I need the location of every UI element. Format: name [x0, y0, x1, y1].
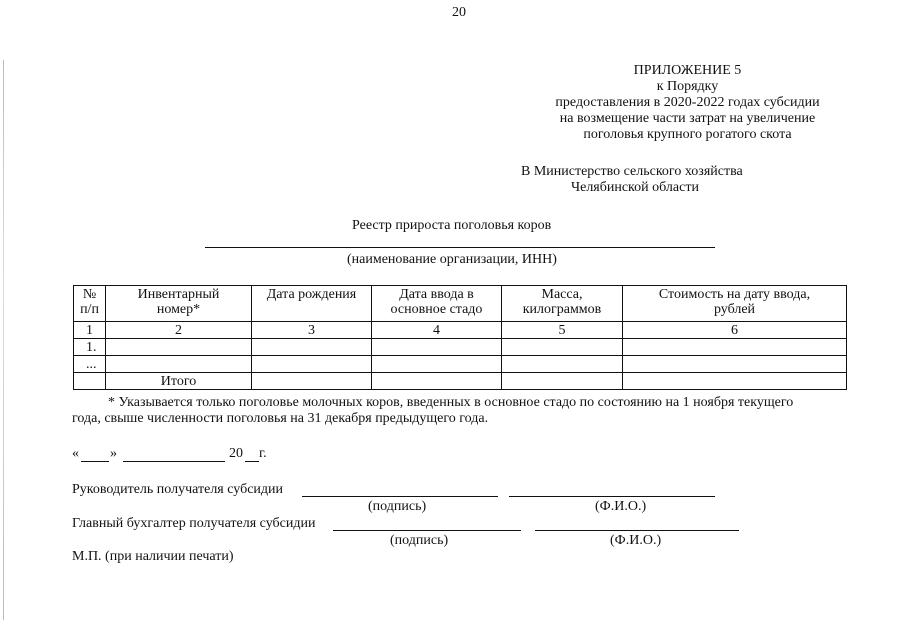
table-cell	[623, 339, 847, 356]
footnote-line-2: года, свыше численности поголовья на 31 декабря предыдущего года.	[72, 411, 489, 426]
head-signature-label: Руководитель получателя субсидии	[72, 482, 284, 497]
col-header-birth-date: Дата рождения	[252, 286, 372, 322]
col-header-cost: Стоимость на дату ввода, рублей	[623, 286, 847, 322]
stamp-note: М.П. (при наличии печати)	[72, 549, 234, 564]
col-header-entry-date: Дата ввода в основное стадо	[372, 286, 502, 322]
table-total-row	[74, 373, 847, 390]
table-cell	[252, 339, 372, 356]
organization-caption: (наименование организации, ИНН)	[347, 252, 557, 267]
day-blank-line	[81, 461, 109, 462]
appendix-line-1: к Порядку	[656, 79, 719, 94]
accountant-signature-caption: (подпись)	[390, 533, 449, 548]
table-row	[74, 339, 847, 356]
table-cell: ...	[74, 356, 106, 373]
col-header-mass: Масса, килограммов	[502, 286, 623, 322]
head-signature-caption: (подпись)	[368, 499, 427, 514]
table-cell	[372, 356, 502, 373]
registry-title: Реестр прироста поголовья коров	[352, 218, 552, 233]
appendix-line-3: на возмещение части затрат на увеличение	[559, 111, 816, 126]
organization-name-line	[205, 247, 715, 248]
head-name-caption: (Ф.И.О.)	[595, 499, 647, 514]
accountant-name-line	[535, 530, 739, 531]
appendix-line-4: поголовья крупного рогатого скота	[583, 127, 792, 142]
footnote-line-1: * Указывается только поголовье молочных коров, введенных в основное стадо по состоянию на 1 ноября текущего	[108, 395, 794, 410]
table-cell	[252, 373, 372, 390]
table-cell	[623, 373, 847, 390]
accountant-signature-line	[333, 530, 521, 531]
table-cell: 2	[106, 322, 252, 339]
table-cell: 1	[74, 322, 106, 339]
year-prefix: 20	[229, 446, 243, 461]
registry-table	[73, 285, 847, 390]
accountant-name-caption: (Ф.И.О.)	[610, 533, 662, 548]
table-cell: 6	[623, 322, 847, 339]
addressee-line-2: Челябинской области	[571, 180, 699, 195]
appendix-line-2: предоставления в 2020-2022 годах субсидии	[555, 95, 820, 110]
table-cell	[372, 373, 502, 390]
table-cell	[502, 373, 623, 390]
year-blank-line	[245, 461, 259, 462]
table-cell: 1.	[74, 339, 106, 356]
table-number-row	[74, 322, 847, 339]
head-signature-line	[302, 496, 498, 497]
total-label: Итого	[106, 373, 252, 390]
table-row	[74, 356, 847, 373]
date-quote-open: «	[72, 446, 79, 461]
table-cell	[502, 356, 623, 373]
month-blank-line	[123, 461, 225, 462]
table-cell: 3	[252, 322, 372, 339]
head-name-line	[509, 496, 715, 497]
table-cell: 5	[502, 322, 623, 339]
table-cell	[74, 373, 106, 390]
table-cell	[372, 339, 502, 356]
table-cell: 4	[372, 322, 502, 339]
addressee-line-1: В Министерство сельского хозяйства	[521, 164, 743, 179]
col-header-inventory: Инвентарный номер*	[106, 286, 252, 322]
appendix-title: ПРИЛОЖЕНИЕ 5	[633, 63, 742, 78]
accountant-signature-label: Главный бухгалтер получателя субсидии	[72, 516, 316, 531]
table-cell	[106, 339, 252, 356]
year-suffix: г.	[259, 446, 267, 461]
table-cell	[623, 356, 847, 373]
table-header-row	[74, 286, 847, 322]
col-header-number: № п/п	[74, 286, 106, 322]
page-number: 20	[452, 5, 466, 20]
table-cell	[106, 356, 252, 373]
scan-edge-mark	[3, 60, 4, 620]
date-quote-close: »	[110, 446, 117, 461]
table-cell	[502, 339, 623, 356]
table-cell	[252, 356, 372, 373]
